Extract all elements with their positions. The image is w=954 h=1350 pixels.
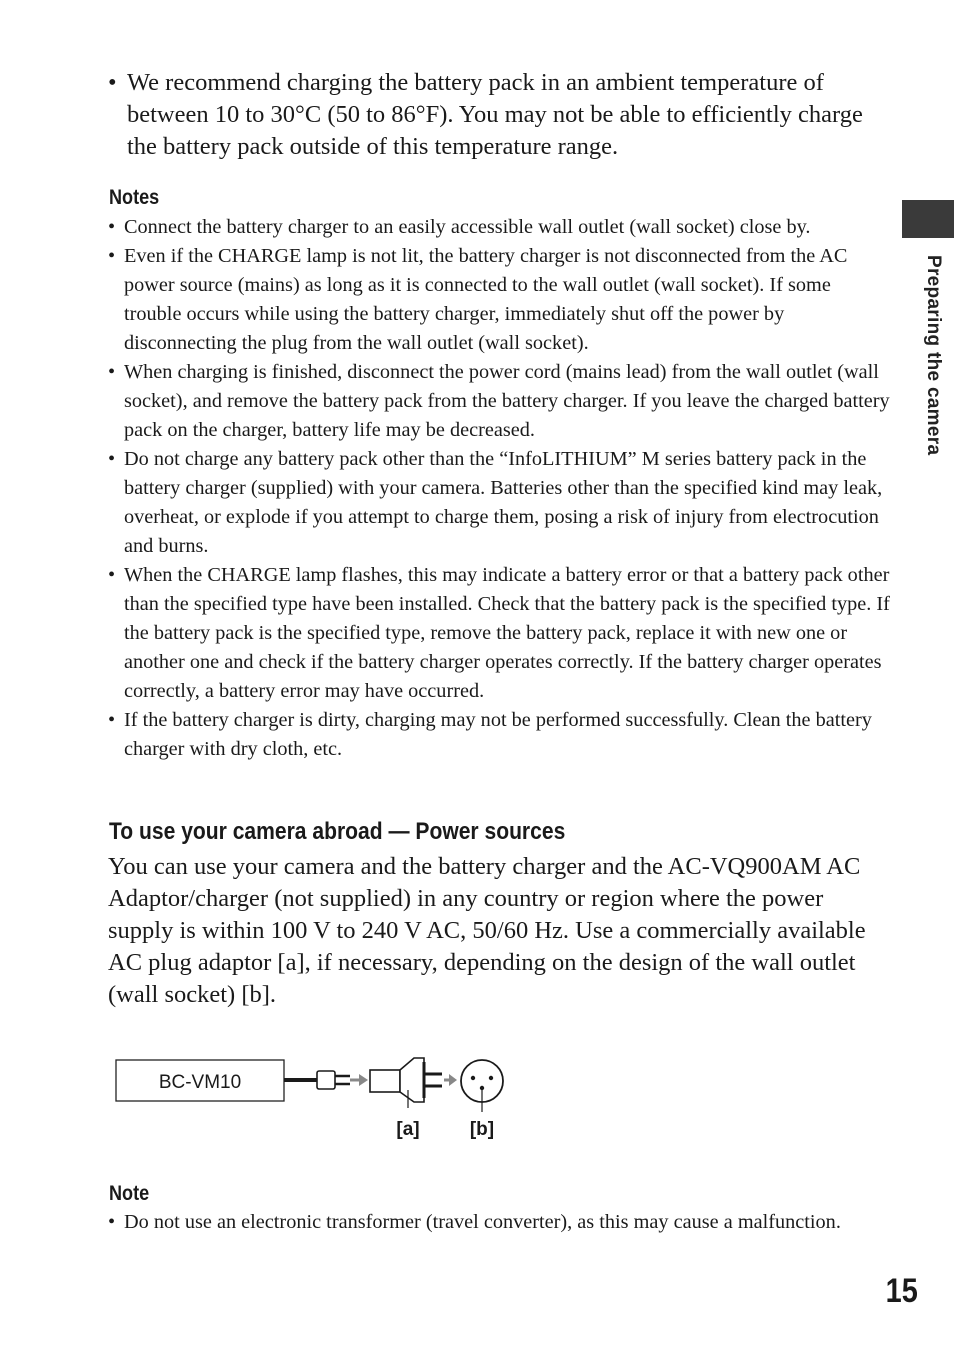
label-b: [b] xyxy=(469,1119,495,1140)
abroad-paragraph: You can use your camera and the battery charger and the AC-VQ900AM AC Adaptor/charger (not supplied) in any country or region where the power supply is within 100 V to 240 V AC, 50/60 Hz. Use a commercially available AC plug adaptor [a], if necessary, depending on the design of the wall outlet (wall socket) [b]. xyxy=(108,853,866,1008)
list-item xyxy=(108,561,890,706)
intro-list xyxy=(108,67,888,163)
notes-heading: Notes xyxy=(109,186,160,209)
list-item xyxy=(108,213,890,242)
bullet: • xyxy=(108,1211,116,1233)
cord-plug-icon xyxy=(284,1071,350,1089)
device-label: BC-VM10 xyxy=(158,1072,242,1093)
bullet: • xyxy=(108,361,116,383)
bullet: • xyxy=(108,245,116,267)
arrow-right-icon xyxy=(444,1074,457,1086)
note-text: Do not charge any battery pack other than the “InfoLITHIUM” M series battery pack in the battery charger (supplied) with your camera. Batteries other than the specified kind may leak, overheat, or explode if you attempt to charge them, posing a risk of injury from electrocution and burns. xyxy=(124,448,883,557)
power-diagram-svg xyxy=(112,1050,512,1150)
wall-socket-icon xyxy=(461,1060,503,1112)
bullet: • xyxy=(108,564,116,586)
list-item xyxy=(108,358,890,445)
bullet: • xyxy=(108,709,116,731)
note-heading: Note xyxy=(109,1182,150,1205)
bullet: • xyxy=(108,448,116,470)
note-text: Connect the battery charger to an easily accessible wall outlet (wall socket) close by. xyxy=(124,216,811,238)
section-tab xyxy=(902,200,954,238)
note-text: If the battery charger is dirty, charging may not be performed successfully. Clean the battery charger with dry cloth, etc. xyxy=(124,709,872,760)
list-item xyxy=(108,242,890,358)
arrow-right-icon xyxy=(350,1074,368,1086)
list-item xyxy=(108,1208,890,1237)
section-side-label: Preparing the camera xyxy=(923,255,944,456)
abroad-heading: To use your camera abroad — Power sources xyxy=(109,818,566,845)
list-item xyxy=(108,445,890,561)
bullet: • xyxy=(108,216,116,238)
bullet: • xyxy=(108,69,117,96)
note-text: When charging is finished, disconnect the power cord (mains lead) from the wall outlet (wall socket), and remove the battery pack from the battery charger. If you leave the charged battery pack on the charger, battery life may be decreased. xyxy=(124,361,890,441)
power-diagram xyxy=(112,1050,512,1150)
notes-list xyxy=(108,213,890,764)
page-number: 15 xyxy=(885,1272,918,1310)
note-text: When the CHARGE lamp flashes, this may indicate a battery error or that a battery pack other than the specified type have been installed. Check that the battery pack is the specified type. If the battery pack is the specified type, remove the battery pack, replace it with new one or another one and check if the battery charger operates correctly. If the battery charger operates correctly, a battery error may have occurred. xyxy=(124,564,890,702)
intro-text: We recommend charging the battery pack in an ambient temperature of between 10 to 30°C (50 to 86°F). You may not be able to efficiently charge the battery pack outside of this temperature range. xyxy=(127,69,863,160)
list-item xyxy=(108,706,890,764)
plug-adaptor-icon xyxy=(370,1058,442,1108)
note-text: Do not use an electronic transformer (travel converter), as this may cause a malfunction. xyxy=(124,1211,841,1233)
intro-item xyxy=(108,67,888,163)
note-text: Even if the CHARGE lamp is not lit, the battery charger is not disconnected from the AC power source (mains) as long as it is connected to the wall outlet (wall socket). If some trouble occurs while using the battery charger, immediately shut off the power by disconnecting the plug from the wall outlet (wall socket). xyxy=(124,245,848,354)
note-list xyxy=(108,1208,890,1237)
label-a: [a] xyxy=(396,1119,420,1140)
